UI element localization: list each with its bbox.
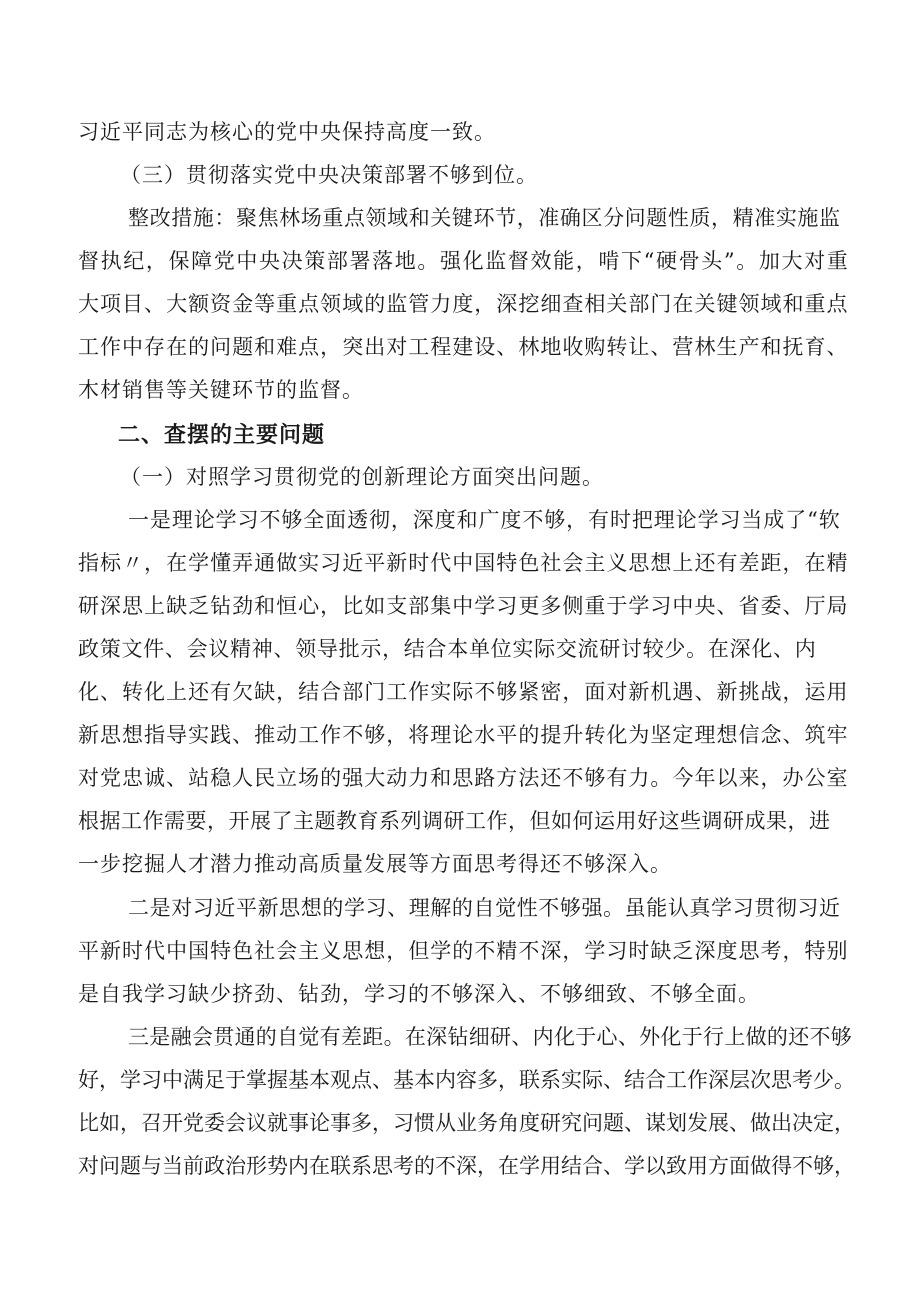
text-line: 对 问 题 与 当 前 政 治 形 势 内 在 联 系 思 考 的 不 深 ， 在 学 用 结 合 、 学 以 致 用 方 面 做 得 不 够 ，	[78, 1154, 855, 1178]
text-line: 政 策 文 件 、 会 议 精 神 、 领 导 批 示 ， 结 合 本 单 位 实 际 交 流 研 讨 较 少 。 在 深 化 、 内	[78, 637, 816, 661]
text-line: 大 项 目 、 大 额 资 金 等 重 点 领 域 的 监 管 力 度 ， 深 挖 细 查 相 关 部 门 在 关 键 领 域 和 重 点	[78, 292, 848, 316]
text-line: 比 如 ， 召 开 党 委 会 议 就 事 论 事 多 ， 习 惯 从 业 务 角 度 研 究 问 题 、 谋 划 发 展 、 做 出 决 定 ，	[78, 1111, 855, 1135]
text-line: 整 改 措 施 ： 聚 焦 林 场 重 点 领 域 和 关 键 环 节 ， 准 确 区 分 问 题 性 质 ， 精 准 实 施 监	[128, 206, 840, 230]
text-line: 化 、 转 化 上 还 有 欠 缺 ， 结 合 部 门 工 作 实 际 不 够 紧 密 ， 面 对 新 机 遇 、 新 挑 战 ， 运 用	[78, 680, 848, 704]
text-line: 对 党 忠 诚 、 站 稳 人 民 立 场 的 强 大 动 力 和 思 路 方 法 还 不 够 有 力 。 今 年 以 来 ， 办 公 室	[78, 766, 848, 790]
section-heading-2: 二、查摆的主要问题	[118, 423, 326, 448]
text-line: 平 新 时 代 中 国 特 色 社 会 主 义 思 想 ， 但 学 的 不 精 不 深 ， 学 习 时 缺 乏 深 度 思 考 ， 特 别	[78, 939, 848, 963]
text-line: 好 ， 学 习 中 满 足 于 掌 握 基 本 观 点 、 基 本 内 容 多 ， 联 系 实 际 、 结 合 工 作 深 层 次 思 考 少 。	[78, 1068, 855, 1092]
subsection-heading-1: （一）对照学习贯彻党的创新理论方面突出问题。	[120, 465, 604, 489]
text-line: 一 是 理 论 学 习 不 够 全 面 透 彻 ， 深 度 和 广 度 不 够 ， 有 时 把 理 论 学 习 当 成 了 “ 软	[128, 508, 840, 532]
text-line: 一步挖掘人才潜力推动高质量发展等方面思考得还不够深入。	[78, 852, 672, 876]
text-line: 习近平同志为核心的党中央保持高度一致。	[78, 120, 496, 144]
text-line: 三 是 融 会 贯 通 的 自 觉 有 差 距 。 在 深 钻 细 研 、 内 化 于 心 、 外 化 于 行 上 做 的 还 不 够	[128, 1025, 852, 1049]
text-line: 是自我学习缺少挤劲、钻劲，学习的不够深入、不够细致、不够全面。	[78, 982, 760, 1006]
text-line: 研 深 思 上 缺 乏 钻 劲 和 恒 心 ， 比 如 支 部 集 中 学 习 更 多 侧 重 于 学 习 中 央 、 省 委 、 厅 局	[78, 594, 848, 618]
section-heading-3: （三）贯彻落实党中央决策部署不够到位。	[120, 163, 538, 187]
text-line: 木材销售等关键环节的监督。	[78, 378, 364, 402]
text-line: 督 执 纪 ， 保 障 党 中 央 决 策 部 署 落 地 。 强 化 监 督 效 能 ， 啃 下 “ 硬 骨 头 ” 。 加 大 对 重	[78, 249, 848, 273]
text-line: 二 是 对 习 近 平 新 思 想 的 学 习 、 理 解 的 自 觉 性 不 够 强 。 虽 能 认 真 学 习 贯 彻 习 近	[128, 896, 840, 920]
text-line: 新 思 想 指 导 实 践 、 推 动 工 作 不 够 ， 将 理 论 水 平 的 提 升 转 化 为 坚 定 理 想 信 念 、 筑 牢	[78, 723, 848, 747]
text-line: 根 据 工 作 需 要 ， 开 展 了 主 题 教 育 系 列 调 研 工 作 ， 但 如 何 运 用 好 这 些 调 研 成 果 ， 进	[78, 809, 830, 833]
text-line: 工 作 中 存 在 的 问 题 和 难 点 ， 突 出 对 工 程 建 设 、 林 地 收 购 转 让 、 营 林 生 产 和 抚 育 、	[78, 335, 848, 359]
text-line: 指 标 〃 ， 在 学 懂 弄 通 做 实 习 近 平 新 时 代 中 国 特 色 社 会 主 义 思 想 上 还 有 差 距 ， 在 精	[78, 551, 848, 575]
